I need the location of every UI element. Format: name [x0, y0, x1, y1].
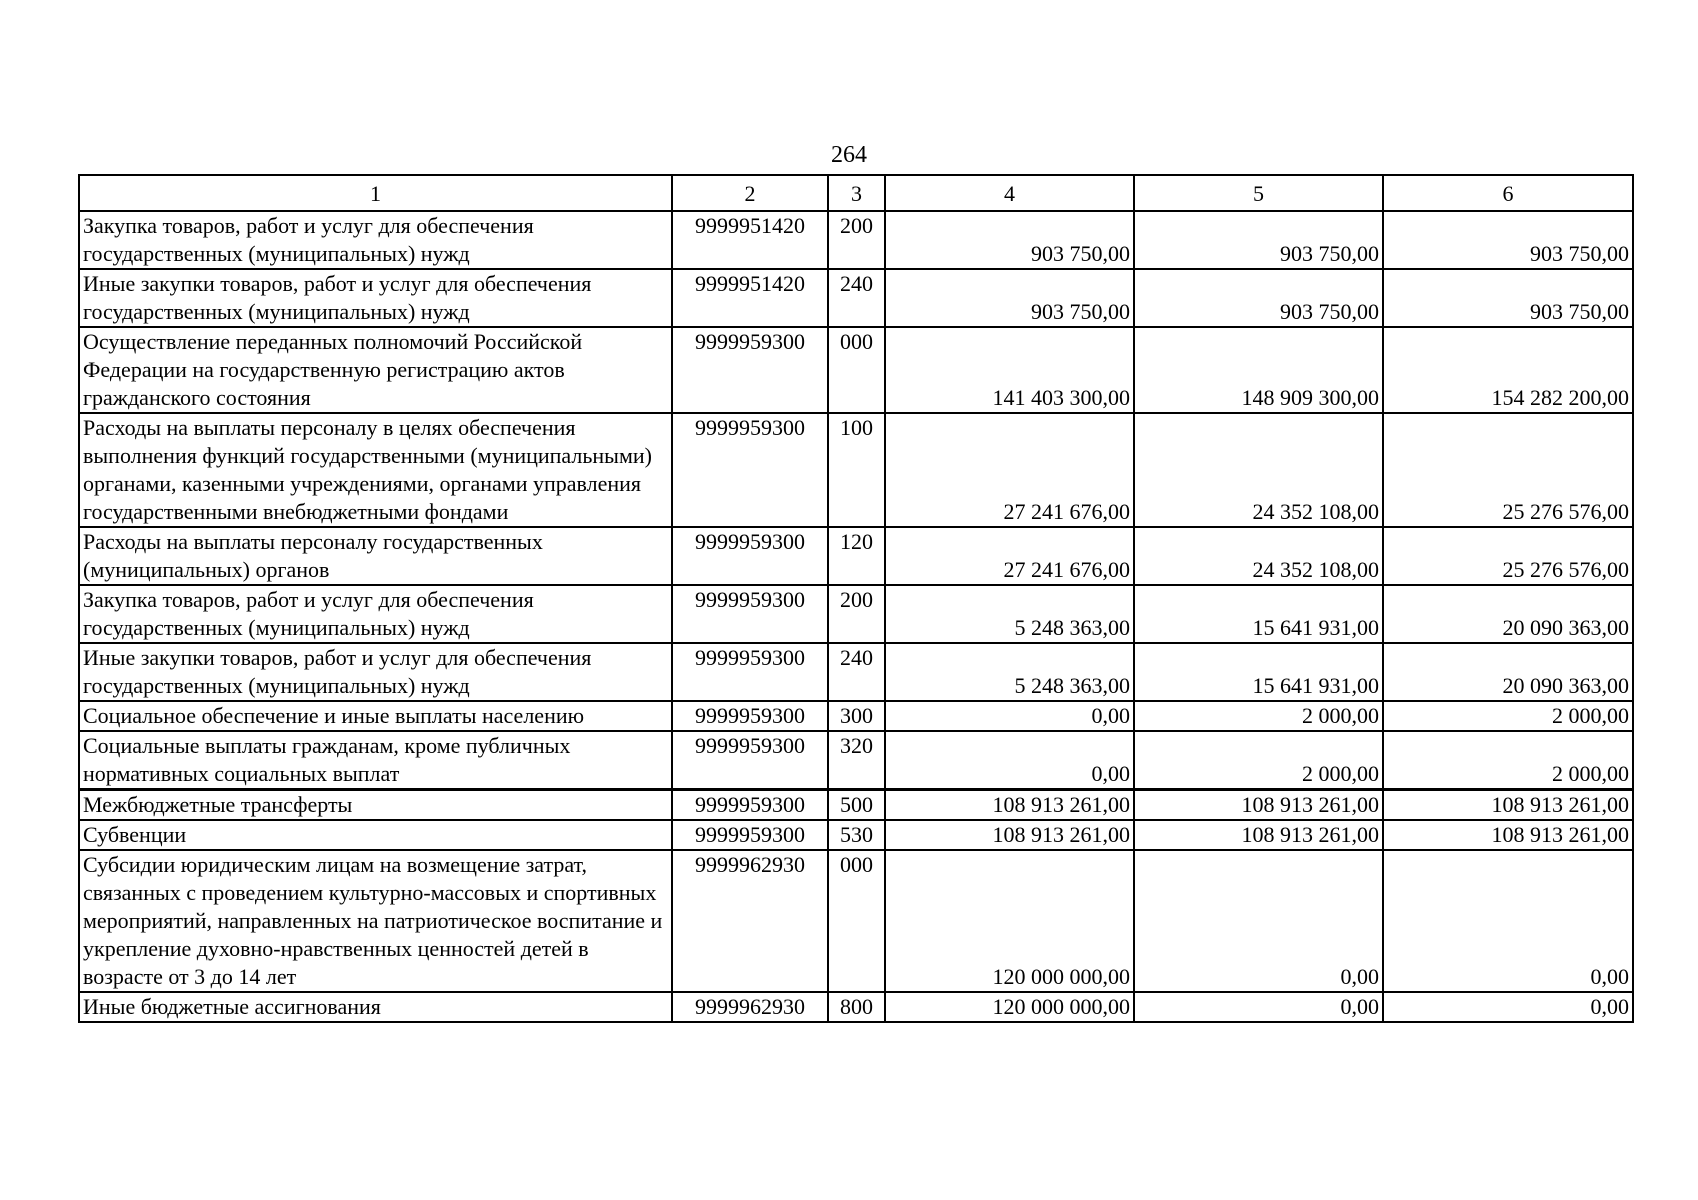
row-amount-6: 108 913 261,00 [1383, 790, 1633, 821]
row-amount-4: 27 241 676,00 [885, 527, 1134, 585]
row-amount-4: 5 248 363,00 [885, 585, 1134, 643]
row-code: 9999951420 [672, 211, 828, 269]
header-col-4: 4 [885, 175, 1134, 211]
header-col-3: 3 [828, 175, 885, 211]
row-code: 9999959300 [672, 585, 828, 643]
row-code: 9999959300 [672, 413, 828, 527]
row-amount-4: 27 241 676,00 [885, 413, 1134, 527]
row-amount-6: 20 090 363,00 [1383, 643, 1633, 701]
row-amount-4: 108 913 261,00 [885, 790, 1134, 821]
header-row [79, 175, 1633, 211]
row-type: 100 [828, 413, 885, 527]
table-row [79, 790, 1633, 821]
row-code: 9999959300 [672, 527, 828, 585]
row-code: 9999959300 [672, 820, 828, 850]
row-name: Закупка товаров, работ и услуг для обеспечения государственных (муниципальных) нужд [79, 211, 672, 269]
row-amount-5: 108 913 261,00 [1134, 790, 1383, 821]
row-amount-5: 148 909 300,00 [1134, 327, 1383, 413]
table-row [79, 211, 1633, 269]
row-amount-4: 903 750,00 [885, 269, 1134, 327]
row-amount-5: 2 000,00 [1134, 701, 1383, 731]
row-amount-6: 903 750,00 [1383, 211, 1633, 269]
row-amount-6: 20 090 363,00 [1383, 585, 1633, 643]
row-type: 120 [828, 527, 885, 585]
row-name: Закупка товаров, работ и услуг для обеспечения государственных (муниципальных) нужд [79, 585, 672, 643]
row-amount-6: 903 750,00 [1383, 269, 1633, 327]
row-type: 200 [828, 585, 885, 643]
table-row [79, 269, 1633, 327]
table-row [79, 992, 1633, 1022]
table-row [79, 643, 1633, 701]
row-name: Субсидии юридическим лицам на возмещение затрат, связанных с проведением культурно-массовых и спортивных мероприятий, направленных на патриотическое воспитание и укрепление духовно-нравственных ценностей детей в возрасте от 3 до 14 лет [79, 850, 672, 992]
row-name: Социальные выплаты гражданам, кроме публичных нормативных социальных выплат [79, 731, 672, 790]
row-amount-4: 5 248 363,00 [885, 643, 1134, 701]
row-name: Иные бюджетные ассигнования [79, 992, 672, 1022]
row-amount-4: 903 750,00 [885, 211, 1134, 269]
row-code: 9999951420 [672, 269, 828, 327]
row-name: Субвенции [79, 820, 672, 850]
row-code: 9999959300 [672, 327, 828, 413]
table-row [79, 527, 1633, 585]
header-col-2: 2 [672, 175, 828, 211]
row-amount-6: 25 276 576,00 [1383, 413, 1633, 527]
row-type: 240 [828, 269, 885, 327]
header-col-6: 6 [1383, 175, 1633, 211]
table-row [79, 850, 1633, 992]
row-type: 000 [828, 850, 885, 992]
header-col-1: 1 [79, 175, 672, 211]
row-amount-4: 141 403 300,00 [885, 327, 1134, 413]
row-code: 9999962930 [672, 850, 828, 992]
row-amount-5: 0,00 [1134, 992, 1383, 1022]
header-col-5: 5 [1134, 175, 1383, 211]
row-amount-5: 0,00 [1134, 850, 1383, 992]
page-number: 264 [831, 142, 867, 168]
table-row [79, 327, 1633, 413]
row-amount-5: 15 641 931,00 [1134, 585, 1383, 643]
row-amount-6: 0,00 [1383, 850, 1633, 992]
row-code: 9999959300 [672, 701, 828, 731]
row-amount-6: 108 913 261,00 [1383, 820, 1633, 850]
row-type: 240 [828, 643, 885, 701]
row-name: Иные закупки товаров, работ и услуг для обеспечения государственных (муниципальных) нужд [79, 643, 672, 701]
row-amount-5: 24 352 108,00 [1134, 413, 1383, 527]
row-amount-6: 154 282 200,00 [1383, 327, 1633, 413]
row-code: 9999959300 [672, 643, 828, 701]
table-row [79, 585, 1633, 643]
row-type: 800 [828, 992, 885, 1022]
row-type: 320 [828, 731, 885, 790]
row-amount-4: 0,00 [885, 701, 1134, 731]
row-type: 000 [828, 327, 885, 413]
row-amount-6: 25 276 576,00 [1383, 527, 1633, 585]
budget-table [78, 174, 1634, 1023]
row-code: 9999962930 [672, 992, 828, 1022]
row-amount-4: 0,00 [885, 731, 1134, 790]
row-amount-6: 2 000,00 [1383, 701, 1633, 731]
row-amount-5: 903 750,00 [1134, 211, 1383, 269]
row-amount-5: 2 000,00 [1134, 731, 1383, 790]
row-code: 9999959300 [672, 790, 828, 821]
row-name: Расходы на выплаты персоналу государственных (муниципальных) органов [79, 527, 672, 585]
row-amount-5: 15 641 931,00 [1134, 643, 1383, 701]
table-row [79, 820, 1633, 850]
row-name: Осуществление переданных полномочий Российской Федерации на государственную регистрацию актов гражданского состояния [79, 327, 672, 413]
row-amount-4: 120 000 000,00 [885, 850, 1134, 992]
row-amount-4: 108 913 261,00 [885, 820, 1134, 850]
row-amount-5: 903 750,00 [1134, 269, 1383, 327]
row-type: 500 [828, 790, 885, 821]
row-amount-6: 0,00 [1383, 992, 1633, 1022]
row-name: Социальное обеспечение и иные выплаты населению [79, 701, 672, 731]
row-code: 9999959300 [672, 731, 828, 790]
row-amount-4: 120 000 000,00 [885, 992, 1134, 1022]
row-amount-6: 2 000,00 [1383, 731, 1633, 790]
row-amount-5: 24 352 108,00 [1134, 527, 1383, 585]
row-name: Расходы на выплаты персоналу в целях обеспечения выполнения функций государственными (муниципальными) органами, казенными учреждениями, органами управления государственными внебюджетными фондами [79, 413, 672, 527]
table-row [79, 413, 1633, 527]
row-amount-5: 108 913 261,00 [1134, 820, 1383, 850]
table-row [79, 731, 1633, 790]
row-type: 200 [828, 211, 885, 269]
table-row [79, 701, 1633, 731]
row-type: 300 [828, 701, 885, 731]
row-name: Межбюджетные трансферты [79, 790, 672, 821]
row-name: Иные закупки товаров, работ и услуг для обеспечения государственных (муниципальных) нужд [79, 269, 672, 327]
row-type: 530 [828, 820, 885, 850]
